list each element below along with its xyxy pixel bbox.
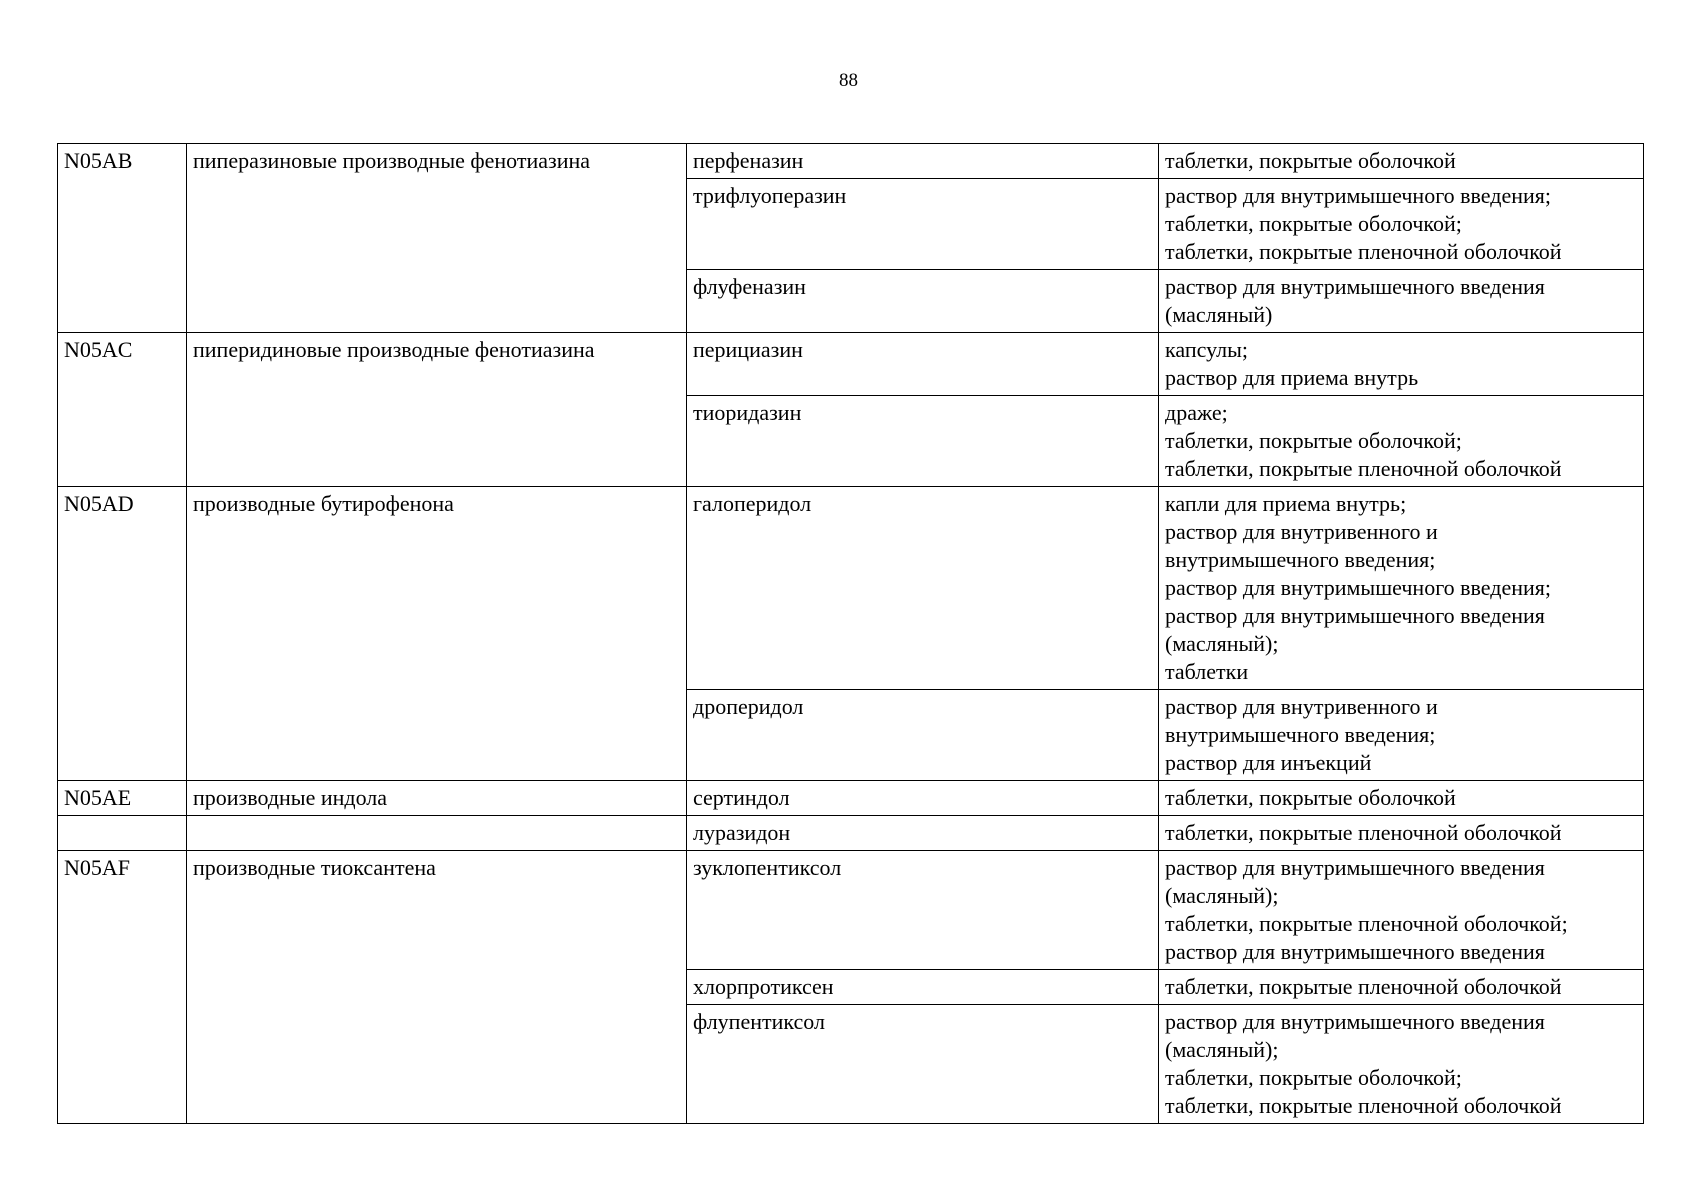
drug-name-cell: сертиндол — [687, 781, 1159, 816]
dosage-form-cell — [1159, 333, 1644, 396]
dosage-form-line: раствор для внутримышечного введения — [1165, 1009, 1545, 1034]
dosage-form-cell — [1159, 970, 1644, 1005]
dosage-form-cell — [1159, 270, 1644, 333]
atc-code-cell — [58, 816, 187, 851]
table-row — [58, 333, 1644, 396]
table-row — [58, 816, 1644, 851]
dosage-form-line: таблетки, покрытые оболочкой; — [1165, 428, 1462, 453]
table-row — [58, 144, 1644, 179]
dosage-form-cell — [1159, 487, 1644, 690]
dosage-form-line: драже; — [1165, 400, 1228, 425]
dosage-form-line: капли для приема внутрь; — [1165, 491, 1407, 516]
dosage-form-cell — [1159, 179, 1644, 270]
dosage-form-line: таблетки, покрытые пленочной оболочкой — [1165, 1093, 1562, 1118]
dosage-form-line: таблетки, покрытые пленочной оболочкой — [1165, 820, 1562, 845]
dosage-form-line: таблетки — [1165, 659, 1249, 684]
dosage-form-line: внутримышечного введения; — [1165, 722, 1436, 747]
drug-name-cell: флуфеназин — [687, 270, 1159, 333]
atc-code-cell: N05AD — [58, 487, 187, 781]
drug-name-cell: перициазин — [687, 333, 1159, 396]
dosage-form-line: таблетки, покрытые пленочной оболочкой — [1165, 239, 1562, 264]
atc-code-cell: N05AE — [58, 781, 187, 816]
dosage-form-line: раствор для внутримышечного введения — [1165, 274, 1545, 299]
dosage-form-line: таблетки, покрытые оболочкой — [1165, 785, 1456, 810]
drug-group-cell: пиперидиновые производные фенотиазина — [187, 333, 687, 487]
dosage-form-line: раствор для инъекций — [1165, 750, 1372, 775]
atc-code-cell: N05AC — [58, 333, 187, 487]
dosage-form-cell — [1159, 851, 1644, 970]
drug-name-cell: дроперидол — [687, 690, 1159, 781]
drug-name-cell: флупентиксол — [687, 1005, 1159, 1124]
atc-code-cell: N05AF — [58, 851, 187, 1124]
drug-group-cell: пиперазиновые производные фенотиазина — [187, 144, 687, 333]
drug-name-cell: зуклопентиксол — [687, 851, 1159, 970]
drug-table — [57, 143, 1644, 1124]
dosage-form-cell — [1159, 781, 1644, 816]
page-number: 88 — [839, 70, 858, 91]
dosage-form-line: таблетки, покрытые оболочкой; — [1165, 211, 1462, 236]
drug-name-cell: галоперидол — [687, 487, 1159, 690]
dosage-form-line: раствор для внутримышечного введения — [1165, 939, 1545, 964]
dosage-form-line: капсулы; — [1165, 337, 1248, 362]
dosage-form-line: таблетки, покрытые оболочкой — [1165, 148, 1456, 173]
drug-name-cell: трифлуоперазин — [687, 179, 1159, 270]
dosage-form-line: раствор для внутривенного и — [1165, 694, 1438, 719]
drug-name-cell: тиоридазин — [687, 396, 1159, 487]
dosage-form-line: внутримышечного введения; — [1165, 547, 1436, 572]
table-row — [58, 781, 1644, 816]
dosage-form-line: раствор для внутримышечного введения; — [1165, 575, 1552, 600]
drug-group-cell: производные бутирофенона — [187, 487, 687, 781]
dosage-form-line: таблетки, покрытые пленочной оболочкой — [1165, 456, 1562, 481]
dosage-form-line: таблетки, покрытые пленочной оболочкой; — [1165, 911, 1568, 936]
dosage-form-line: (масляный); — [1165, 631, 1279, 656]
drug-name-cell: хлорпротиксен — [687, 970, 1159, 1005]
table-row — [58, 851, 1644, 970]
dosage-form-cell — [1159, 144, 1644, 179]
dosage-form-cell — [1159, 396, 1644, 487]
drug-group-cell: производные индола — [187, 781, 687, 816]
dosage-form-line: таблетки, покрытые пленочной оболочкой — [1165, 974, 1562, 999]
dosage-form-line: раствор для внутривенного и — [1165, 519, 1438, 544]
dosage-form-line: раствор для внутримышечного введения — [1165, 603, 1545, 628]
dosage-form-line: раствор для внутримышечного введения — [1165, 855, 1545, 880]
dosage-form-line: (масляный) — [1165, 302, 1273, 327]
dosage-form-line: таблетки, покрытые оболочкой; — [1165, 1065, 1462, 1090]
dosage-form-line: (масляный); — [1165, 883, 1279, 908]
drug-name-cell: луразидон — [687, 816, 1159, 851]
dosage-form-line: (масляный); — [1165, 1037, 1279, 1062]
drug-group-cell — [187, 816, 687, 851]
dosage-form-line: раствор для внутримышечного введения; — [1165, 183, 1552, 208]
dosage-form-cell — [1159, 1005, 1644, 1124]
drug-group-cell: производные тиоксантена — [187, 851, 687, 1124]
dosage-form-line: раствор для приема внутрь — [1165, 365, 1419, 390]
dosage-form-cell — [1159, 816, 1644, 851]
dosage-form-cell — [1159, 690, 1644, 781]
table-row — [58, 487, 1644, 690]
drug-name-cell: перфеназин — [687, 144, 1159, 179]
atc-code-cell: N05AB — [58, 144, 187, 333]
